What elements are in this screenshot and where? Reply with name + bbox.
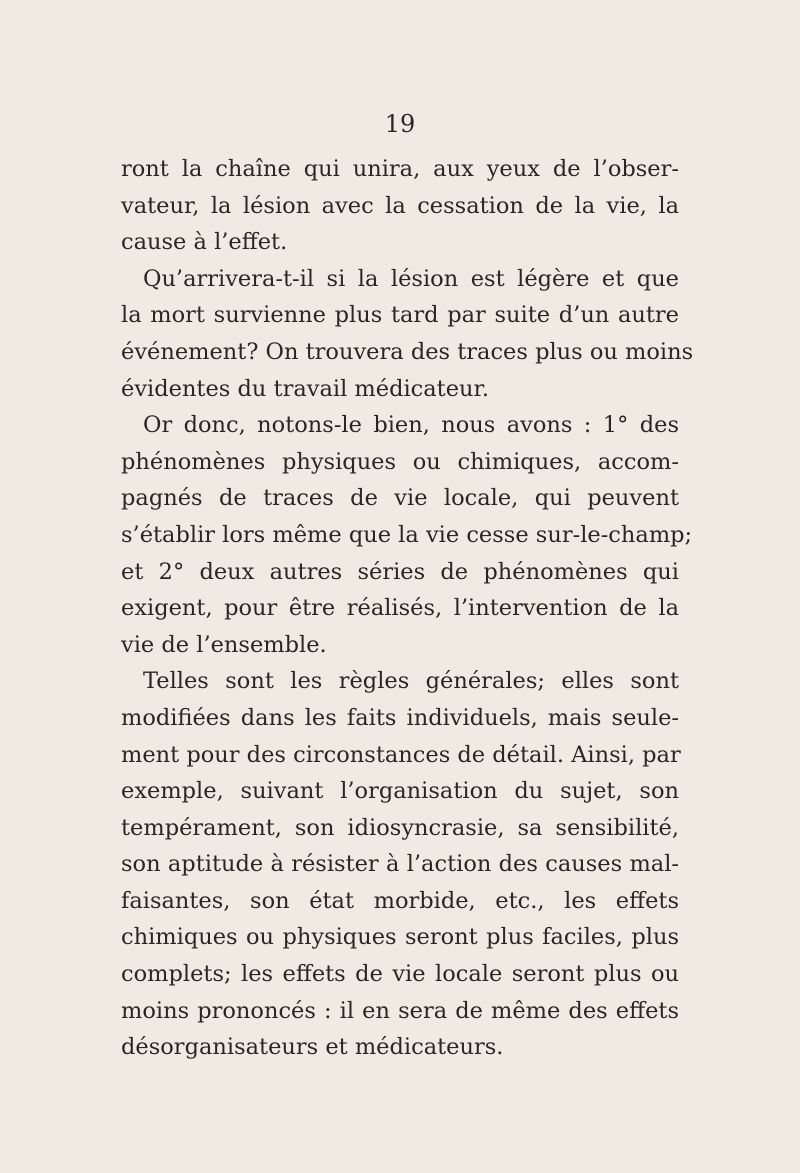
body-text [121,151,694,1066]
text-line: ment pour des circonstances de détail. Ainsi, par [121,741,681,768]
text-line: évidentes du travail médicateur. [121,375,489,402]
paragraph-start-line: Telles sont les règles générales; elles sont [143,668,679,695]
text-line: moins prononcés : il en sera de même des effets [121,997,679,1024]
text-line: s’établir lors même que la vie cesse sur-le-champ; [121,521,693,548]
paragraph-start-line: Qu’arrivera-t-il si la lésion est légère et que [143,265,679,292]
text-line: événement? On trouvera des traces plus ou moins [121,338,694,365]
text-line: phénomènes physiques ou chimiques, accom- [121,448,679,475]
text-line: son aptitude à résister à l’action des causes mal- [121,851,679,878]
text-line: modifiées dans les faits individuels, mais seule- [121,704,679,731]
page-number: 19 [384,110,416,138]
text-line: exemple, suivant l’organisation du sujet, son [121,778,679,805]
text-line: pagnés de traces de vie locale, qui peuvent [121,485,679,512]
text-line: la mort survienne plus tard par suite d’un autre [121,302,679,329]
text-line: vateur, la lésion avec la cessation de la vie, la [121,192,679,219]
text-line: chimiques ou physiques seront plus faciles, plus [121,924,679,951]
text-line: vie de l’ensemble. [121,631,327,658]
text-line: ront la chaîne qui unira, aux yeux de l’obser- [121,156,679,182]
text-line: cause à l’effet. [121,229,288,256]
text-line: tempérament, son idiosyncrasie, sa sensibilité, [121,814,679,841]
paragraph-start-line: Or donc, notons-le bien, nous avons : 1° des [143,412,679,439]
text-line: désorganisateurs et médicateurs. [121,1034,504,1061]
text-line: faisantes, son état morbide, etc., les effets [121,887,679,914]
text-line: exigent, pour être réalisés, l’intervention de la [121,595,679,622]
text-line: complets; les effets de vie locale seront plus ou [121,961,679,988]
text-line: et 2° deux autres séries de phénomènes qui [121,558,679,585]
